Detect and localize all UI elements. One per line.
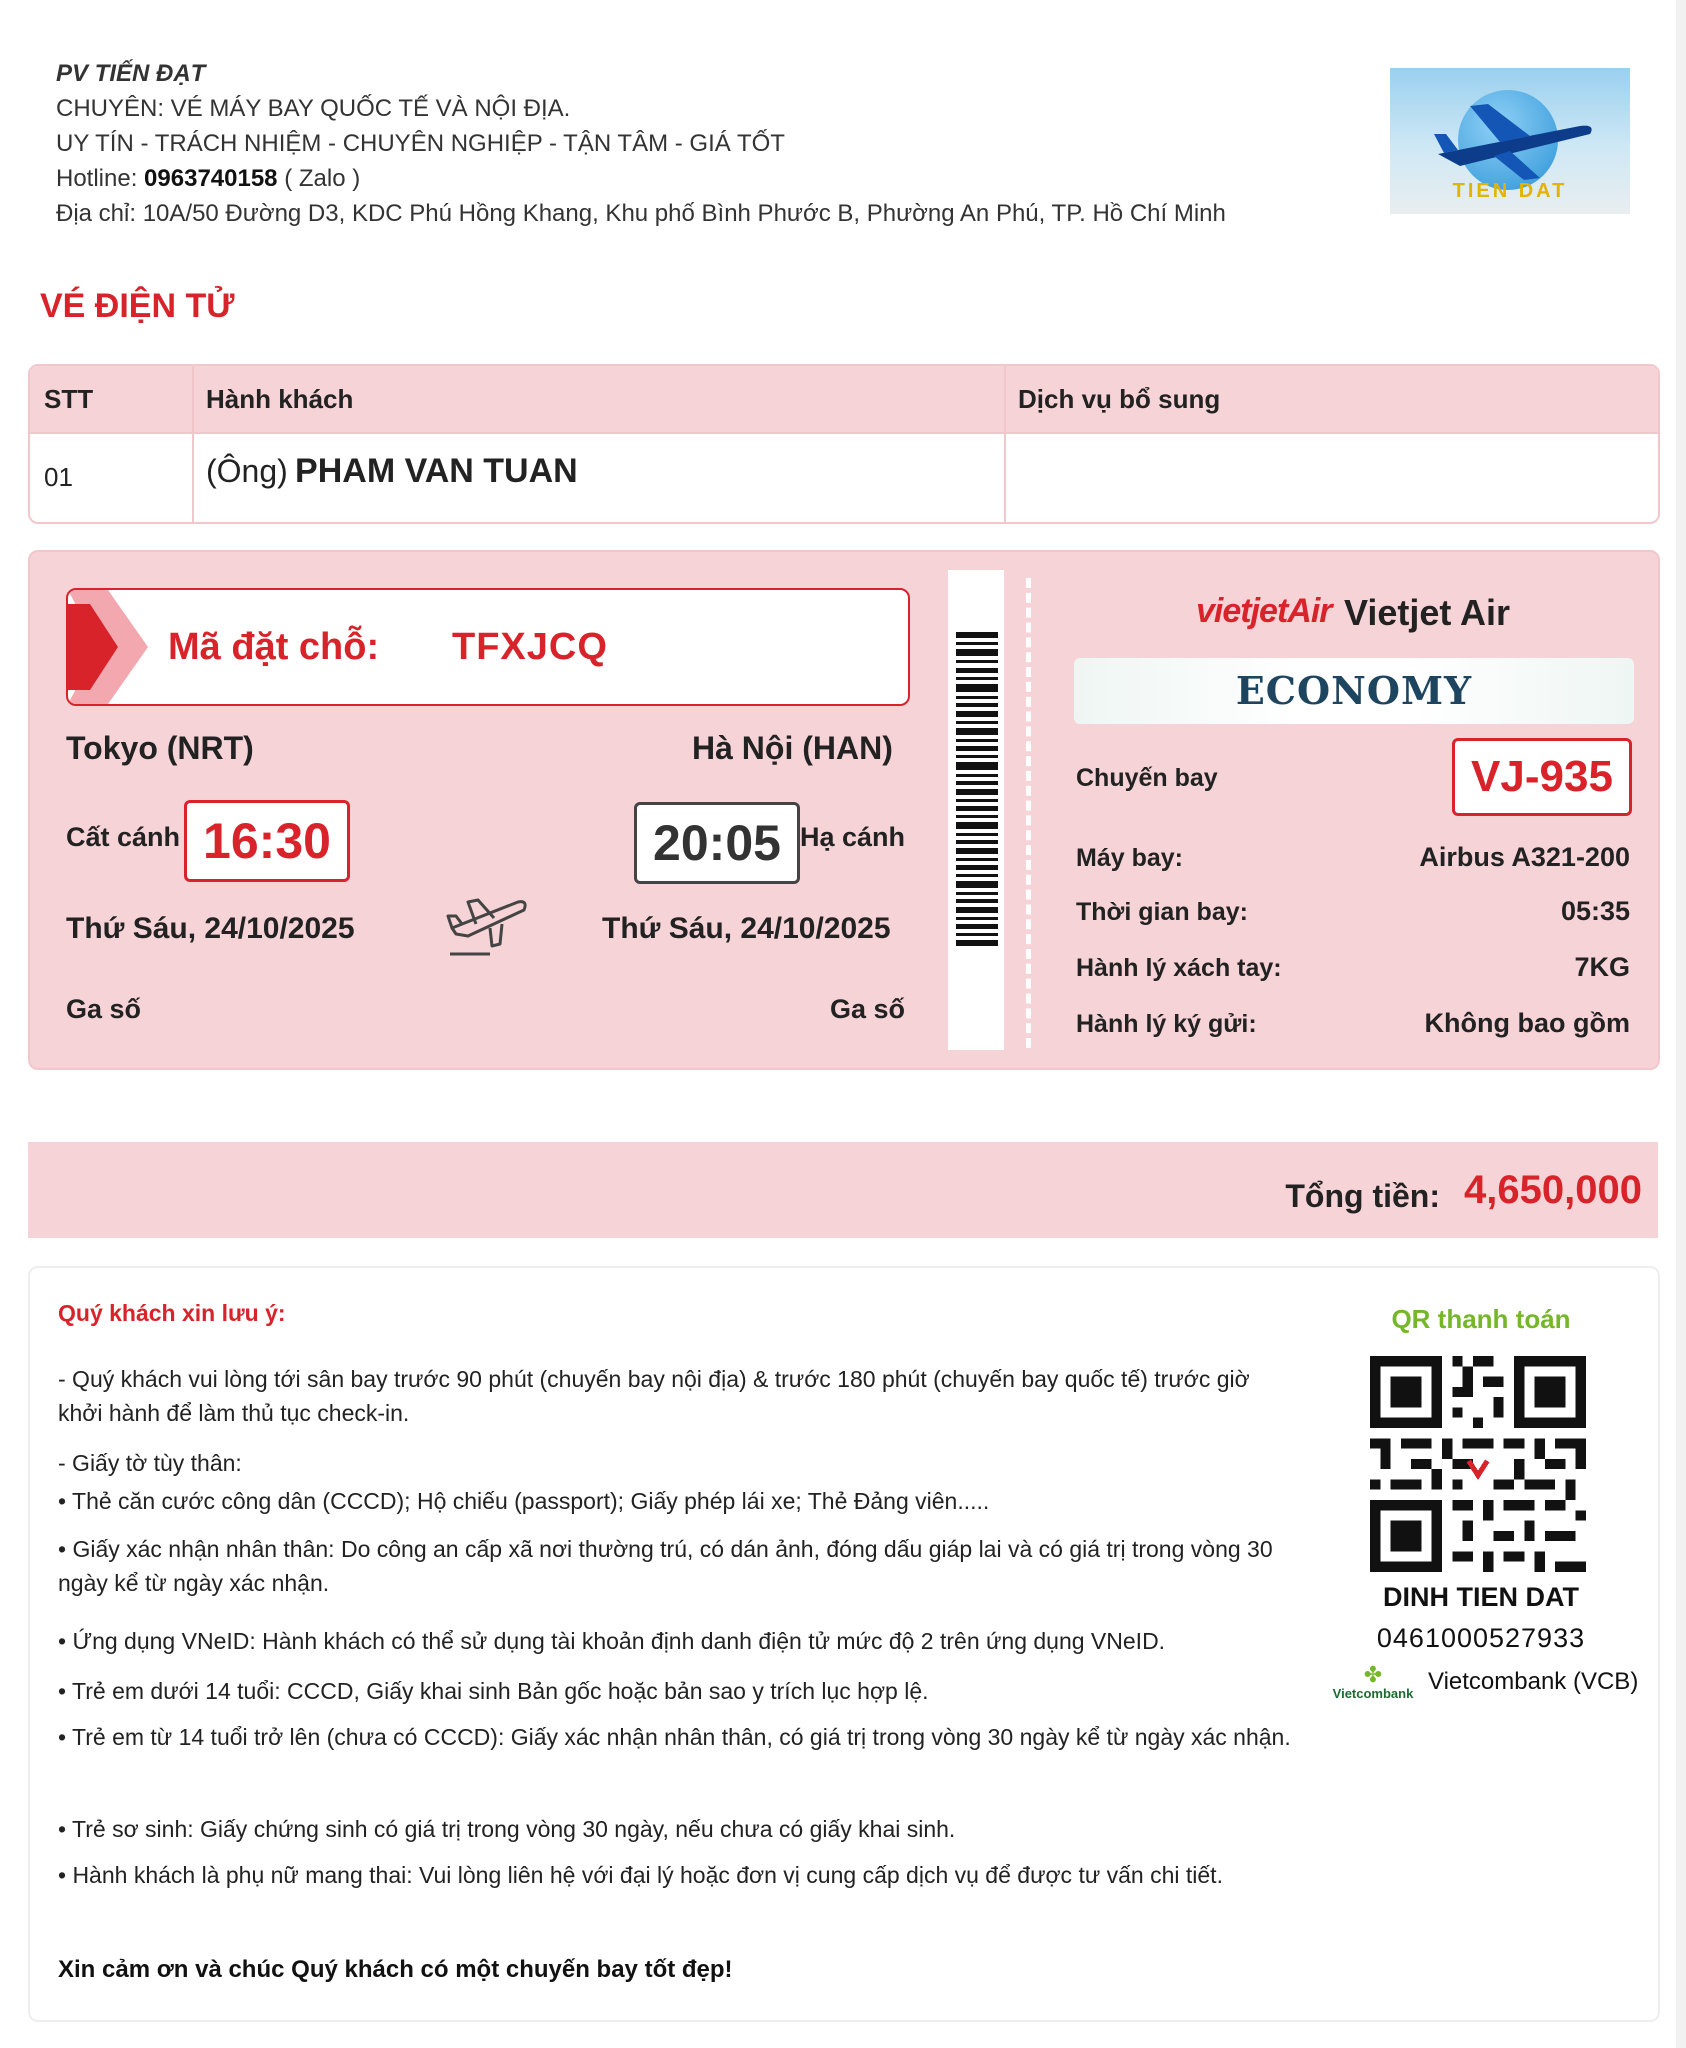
departure-gate: Ga số [66,994,142,1024]
hotline-label: Hotline: [56,165,138,192]
logo-text: TIEN DAT [1452,180,1568,202]
hotline-suffix: ( Zalo ) [284,165,361,192]
note-pregnant: • Hành khách là phụ nữ mang thai: Vui lòng liên hệ với đại lý hoặc đơn vị cung cấp dịch vụ để được tư vấn chi tiết. [58,1862,1223,1888]
passenger-table [28,364,1660,524]
barcode-strip [948,570,1004,1050]
aircraft-label: Máy bay: [1076,844,1183,872]
agency-name: PV TIẾN ĐẠT [56,60,206,87]
agency-slogan: UY TÍN - TRÁCH NHIỆM - CHUYÊN NGHIỆP - TẬN TÂM - GIÁ TỐT [56,130,785,157]
thank-you-message: Xin cảm ơn và chúc Quý khách có một chuyến bay tốt đẹp! [58,1956,733,1983]
booking-code-label: Mã đặt chỗ: [168,626,380,668]
note-identity-confirmation: • Giấy xác nhận nhân thân: Do công an cấp xã nơi thường trú, có dán ảnh, đóng dấu giáp lai và có giá trị trong vòng 30 ngày kể từ ngày xác nhận. [58,1536,1273,1596]
agency-logo [1390,68,1630,214]
chevron-right-icon [68,590,148,704]
bank-name: Vietcombank (VCB) [1428,1668,1639,1695]
arrival-time: 20:05 [634,802,800,884]
vietcombank-logo [1330,1664,1416,1701]
agency-hotline [56,161,1226,196]
checked-bag-label: Hành lý ký gửi: [1076,1010,1257,1038]
note-vneid: • Ứng dụng VNeID: Hành khách có thể sử dụng tài khoản định danh điện tử mức độ 2 trên ứng dụng VNeID. [58,1628,1166,1654]
aircraft-value: Airbus A321-200 [1419,842,1630,872]
notes-title: Quý khách xin lưu ý: [58,1300,286,1326]
passenger-name: PHAM VAN TUAN [295,452,578,490]
header-stt: STT [44,384,94,414]
payment-qr-code[interactable] [1370,1356,1586,1572]
column-divider [192,366,194,522]
booking-code-box [66,588,910,706]
column-divider [1004,366,1006,522]
note-id-docs: - Giấy tờ tùy thân: [58,1450,242,1476]
bank-logo-text: Vietcombank [1332,1686,1414,1701]
qr-title: QR thanh toán [1391,1304,1571,1334]
header-passenger: Hành khách [206,384,354,414]
departure-city: Tokyo (NRT) [66,730,254,766]
departure-date: Thứ Sáu, 24/10/2025 [66,912,355,945]
account-number[interactable]: 0461000527933 [1376,1623,1586,1653]
airline-logo: vietjetAir [1196,592,1332,630]
arrival-date: Thứ Sáu, 24/10/2025 [602,912,891,945]
logo-plane-icon [1430,96,1600,186]
passenger-stt: 01 [44,462,73,492]
cabin-class: ECONOMY [1074,658,1634,724]
note-children-over-14: • Trẻ em từ 14 tuổi trở lên (chưa có CCCD): Giấy xác nhận nhân thân, có giá trị trong vòng 30 ngày kể từ ngày xác nhận. [58,1724,1291,1750]
note-id-types: • Thẻ căn cước công dân (CCCD); Hộ chiếu (passport); Giấy phép lái xe; Thẻ Đảng viên..... [58,1488,990,1514]
duration-value: 05:35 [1560,896,1630,926]
arrival-city: Hà Nội (HAN) [692,730,893,766]
checked-bag-value: Không bao gồm [1424,1008,1630,1038]
hotline-number[interactable]: 0963740158 [144,165,278,192]
ticket-perforation [1026,578,1031,1048]
flight-number-label: Chuyến bay [1076,764,1218,792]
table-divider [30,432,1658,434]
flight-number: VJ-935 [1452,738,1632,816]
duration-label: Thời gian bay: [1076,898,1248,926]
leaf-icon: ✤ [1363,1662,1383,1687]
departure-label: Cất cánh [66,822,181,852]
document-title: VÉ ĐIỆN TỬ [40,287,235,325]
airplane-takeoff-icon [446,894,530,958]
note-infants: • Trẻ sơ sinh: Giấy chứng sinh có giá trị trong vòng 30 ngày, nếu chưa có giấy khai sinh. [58,1816,956,1842]
carry-on-value: 7KG [1574,952,1630,982]
agency-address: Địa chỉ: 10A/50 Đường D3, KDC Phú Hồng Khang, Khu phố Bình Phước B, Phường An Phú, TP. Hồ Chí Minh [56,200,1226,227]
total-amount: 4,650,000 [1464,1168,1642,1212]
flight-ticket-card [28,550,1660,1070]
carry-on-label: Hành lý xách tay: [1076,954,1282,982]
page-right-rail [1676,0,1686,2048]
account-name: DINH TIEN DAT [1383,1582,1579,1612]
barcode-icon [956,632,998,992]
agency-header [56,56,1226,231]
note-children-under-14: • Trẻ em dưới 14 tuổi: CCCD, Giấy khai sinh Bản gốc hoặc bản sao y trích lục hợp lệ. [58,1678,929,1704]
passenger-cell [206,452,578,491]
note-checkin: - Quý khách vui lòng tới sân bay trước 90 phút (chuyến bay nội địa) & trước 180 phút (chuyến bay quốc tế) trước giờ khởi hành để làm thủ tục check-in. [58,1366,1250,1426]
booking-code: TFXJCQ [452,626,608,668]
header-services: Dịch vụ bổ sung [1018,384,1221,414]
total-label: Tổng tiền: [1285,1178,1440,1214]
arrival-gate: Ga số [830,994,906,1024]
total-bar [28,1142,1658,1238]
airline-name: Vietjet Air [1344,592,1511,633]
agency-specialty: CHUYÊN: VÉ MÁY BAY QUỐC TẾ VÀ NỘI ĐỊA. [56,95,571,122]
departure-time: 16:30 [184,800,350,882]
arrival-label: Hạ cánh [800,822,906,852]
passenger-title: (Ông) [206,453,288,489]
